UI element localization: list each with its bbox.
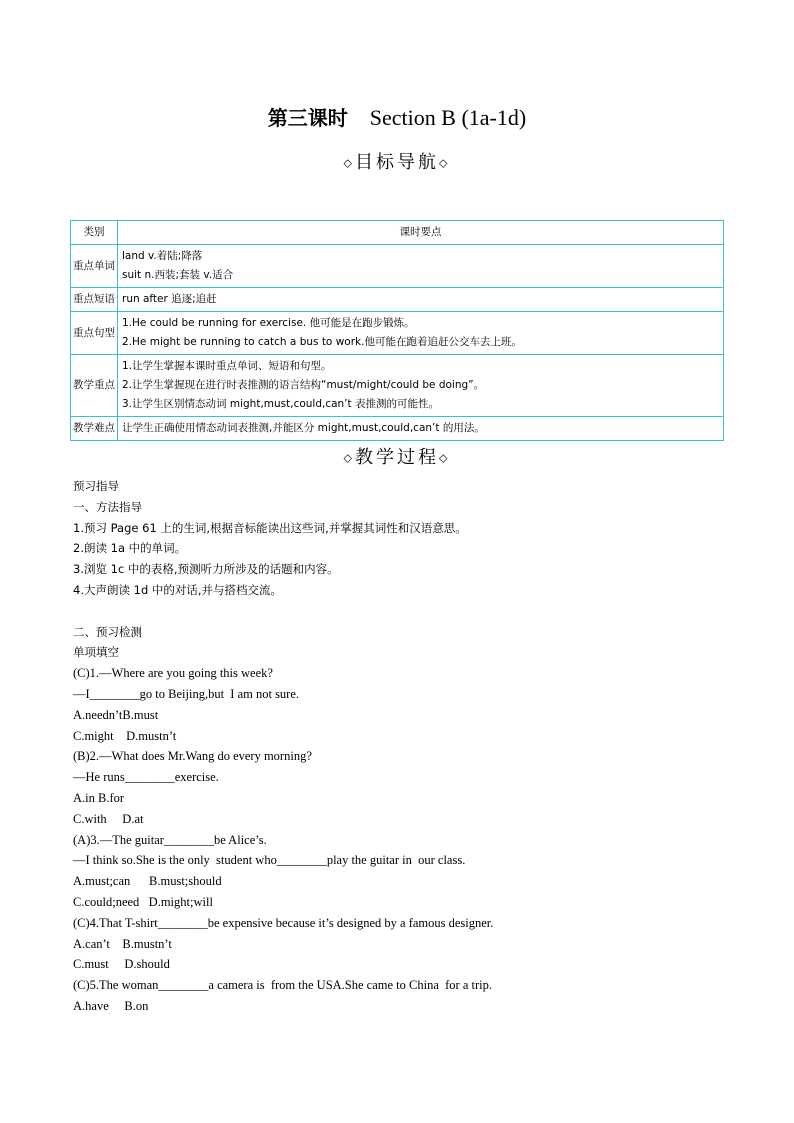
row-category: 教学难点 (71, 417, 118, 441)
method-item: 3.浏览 1c 中的表格,预测听力所涉及的话题和内容。 (73, 562, 339, 577)
row-category: 重点短语 (71, 288, 118, 312)
spacer (73, 601, 753, 622)
diamond-icon: ◇ (343, 451, 355, 465)
question-line: (C)1.—Where are you going this week? (73, 666, 273, 681)
row-content (118, 355, 724, 417)
single-choice-label: 单项填空 (73, 645, 119, 660)
row-content (118, 288, 724, 312)
row-line: run after 追逐;追赶 (122, 293, 217, 305)
row-line: suit n.西装;套装 v.适合 (122, 269, 234, 281)
question-line: C.could;need D.might;will (73, 894, 213, 909)
table-header-category: 类别 (71, 221, 118, 245)
table-row (71, 312, 724, 355)
question-line: A.have B.on (73, 998, 149, 1013)
question-line: A.must;can B.must;should (73, 874, 222, 889)
page-title (0, 104, 794, 133)
diamond-icon: ◇ (439, 156, 451, 170)
question-line: (B)2.—What does Mr.Wang do every morning? (73, 749, 312, 764)
preview-title: 预习指导 (73, 479, 119, 493)
question-line: A.needn’tB.must (73, 707, 159, 722)
question-line: —I________go to Beijing,but I am not sure. (73, 686, 300, 701)
diamond-icon: ◇ (343, 156, 355, 170)
question-line: C.might D.mustn’t (73, 728, 177, 743)
method-item: 1.预习 Page 61 上的生词,根据音标能读出这些词,并掌握其词性和汉语意思。 (73, 520, 467, 535)
lesson-number: 第三课时 (267, 106, 348, 130)
table-header-row (71, 221, 724, 245)
row-category: 重点单词 (71, 245, 118, 288)
table-header-points: 课时要点 (118, 221, 724, 245)
goals-heading-text: 目标导航 (355, 152, 439, 173)
row-line: 2.让学生掌握现在进行时表推测的语言结构“must/might/could be doing”。 (122, 379, 485, 391)
row-content (118, 245, 724, 288)
method-title: 一、方法指导 (73, 499, 142, 514)
question-line: (C)5.The woman________a camera is from the USA.She came to China for a trip. (73, 978, 492, 993)
row-line: 1.让学生掌握本课时重点单词、短语和句型。 (122, 360, 332, 372)
table-row (71, 288, 724, 312)
question-line: (C)4.That T-shirt________be expensive because it’s designed by a famous designer. (73, 915, 494, 930)
check-title: 二、预习检测 (73, 624, 142, 639)
question-line: —He runs________exercise. (73, 770, 219, 785)
row-category: 教学重点 (71, 355, 118, 417)
goals-heading (0, 148, 794, 174)
section-title: Section B (1a-1d) (369, 105, 527, 130)
row-content (118, 417, 724, 441)
table-row (71, 417, 724, 441)
method-item: 2.朗读 1a 中的单词。 (73, 541, 187, 556)
row-line: 3.让学生区别情态动词 might,must,could,can’t 表推测的可能性。 (122, 398, 440, 410)
process-heading (0, 443, 794, 469)
question-line: C.with D.at (73, 811, 144, 826)
row-line: 让学生正确使用情态动词表推测,并能区分 might,must,could,can’t 的用法。 (122, 422, 485, 434)
objectives-table (70, 220, 724, 441)
method-item: 4.大声朗读 1d 中的对话,并与搭档交流。 (73, 582, 283, 597)
question-line: A.can’t B.mustn’t (73, 936, 172, 951)
row-line: 2.He might be running to catch a bus to work.他可能在跑着追赶公交车去上班。 (122, 336, 522, 348)
row-content (118, 312, 724, 355)
table-row (71, 355, 724, 417)
row-line: land v.着陆;降落 (122, 250, 203, 262)
preview-section (73, 476, 753, 1017)
question-line: (A)3.—The guitar________be Alice’s. (73, 832, 267, 847)
question-line: —I think so.She is the only student who________play the guitar in our class. (73, 853, 466, 868)
process-heading-text: 教学过程 (355, 447, 439, 468)
row-category: 重点句型 (71, 312, 118, 355)
diamond-icon: ◇ (439, 451, 451, 465)
row-line: 1.He could be running for exercise. 他可能是在跑步锻炼。 (122, 317, 415, 329)
table-row (71, 245, 724, 288)
question-line: A.in B.for (73, 790, 125, 805)
question-line: C.must D.should (73, 957, 170, 972)
